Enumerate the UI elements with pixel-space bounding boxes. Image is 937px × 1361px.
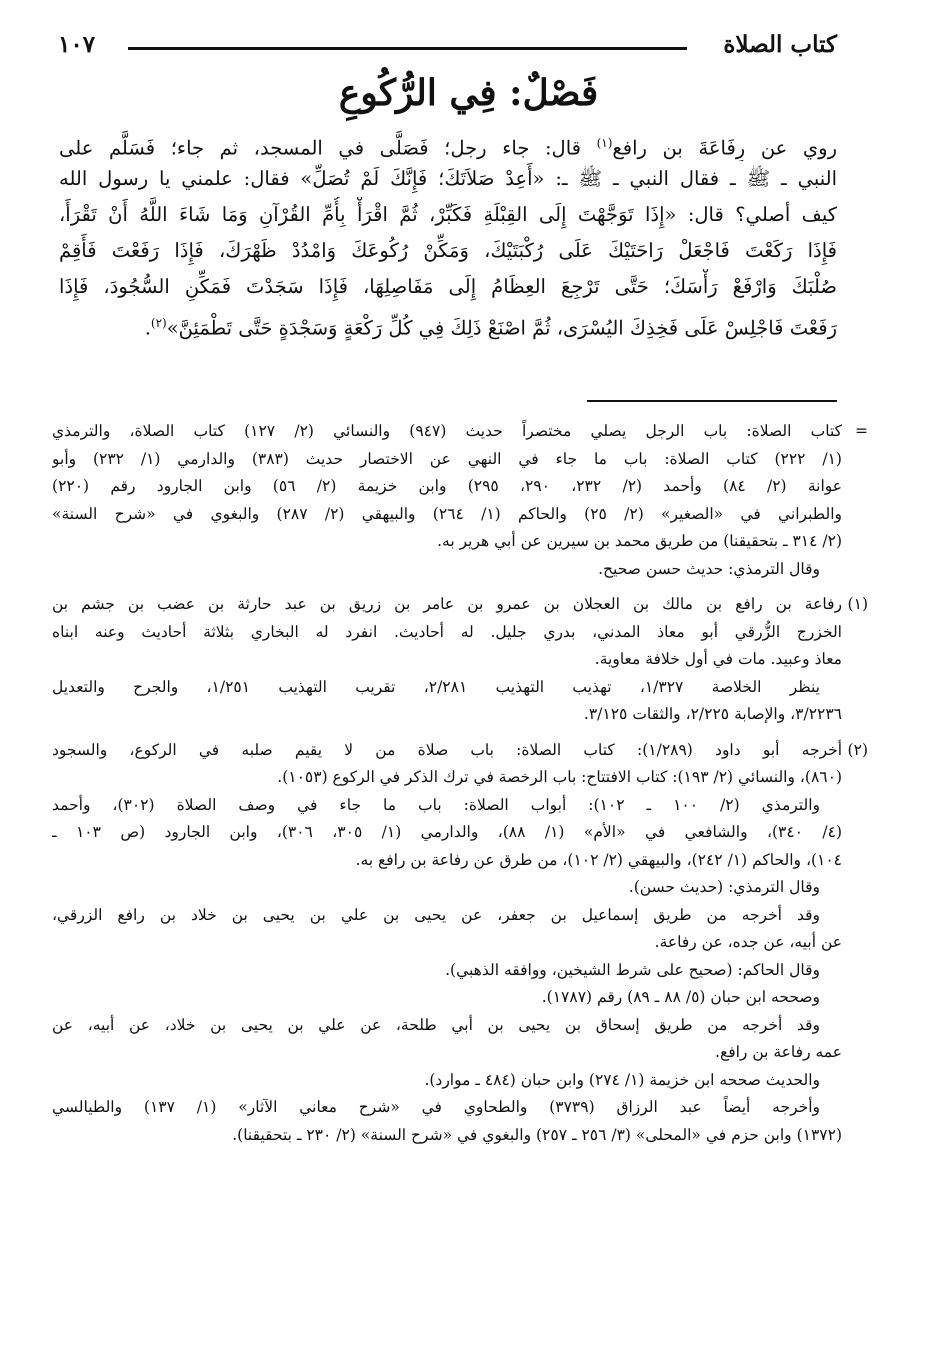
page-number: ١٠٧: [58, 31, 96, 58]
header-rule: [128, 47, 687, 50]
continuation-marker: =: [855, 422, 868, 440]
footnote-marker: (٢): [847, 740, 868, 759]
main-line: كيف أصلي؟ قال: «إِذَا تَوَجَّهْتَ إِلَى القِبْلَةِ فَكَبِّرْ، ثُمَّ اقْرَأْ بِأُمِّ القُرْآنِ وَمَا شَاءَ اللَّهُ أَنْ تَقْرَأَ،: [59, 203, 837, 226]
note-line: معاذ وعبيد. مات في أول خلافة معاوية.: [594, 650, 842, 668]
note-line: ١٠٤)، والحاكم (١/ ٢٤٢)، والبيهقي (٢/ ١٠٢)، من طرق عن رفاعة بن رافع به.: [355, 850, 842, 869]
main-line: روي عن رِفَاعَةَ بن رافع$^{(١)}$ قال: جاء رجل؛ فَصَلَّى في المسجد، ثم جاء؛ فَسَلَّم على: [59, 136, 837, 160]
note-line: الخزرج الزُّرقي أبو معاذ المدني، بدري جليل. له أحاديث. انفرد له البخاري بثلاثة أحاديث وعنه ابناه: [52, 622, 842, 641]
note-line: كتاب الصلاة: باب الرجل يصلي مختصراً حديث (٩٤٧) والنسائي (٢/ ١٢٧) كتاب الصلاة، والترمذي: [52, 422, 842, 440]
book-title: كتاب الصلاة: [723, 31, 837, 58]
note-line: ينظر الخلاصة ١/٣٢٧، تهذيب التهذيب ٢/٢٨١، تقريب التهذيب ١/٢٥١، والجرح والتعديل: [52, 677, 820, 696]
note-line: وقال الحاكم: (صحيح على شرط الشيخين، ووافقه الذهبي).: [445, 960, 820, 979]
footnote-marker: (١): [847, 595, 868, 613]
note-line: وقال الترمذي: حديث حسن صحيح.: [598, 559, 820, 578]
main-line: فَإِذَا رَكَعْتَ فَاجْعَلْ رَاحَتَيْكَ عَلَى رُكْبَتَيْكَ، وَمَكِّنْ رُكُوعَكَ وَامْدُدْ ظَهْرَكَ، فَإِذَا رَفَعْتَ فَأَقِمْ: [59, 239, 837, 262]
note-line: رفاعة بن رافع بن مالك بن العجلان بن عمرو بن عامر بن زريق بن عبد حارثة بن عضب بن جشم بن: [52, 595, 842, 613]
footnote-1: [52, 591, 868, 729]
note-line: والحديث صححه ابن خزيمة (١/ ٢٧٤) وابن حبان (٤٨٤ ـ موارد).: [424, 1070, 820, 1089]
footnote-divider: [587, 400, 837, 402]
footnote-ref[interactable]: (٢): [150, 316, 167, 330]
note-line: (٨٦٠)، والنسائي (٢/ ١٩٣): كتاب الافتتاح: باب الرخصة في ترك الذكر في الركوع (١٠٥٣).: [277, 768, 842, 786]
footnote-continued: [52, 418, 868, 583]
footnote-ref[interactable]: (١): [596, 136, 613, 150]
note-line: وقد أخرجه من طريق إسحاق بن يحيى بن أبي طلحة، عن علي بن يحيى بن خلاد، عن أبيه، عن: [52, 1015, 820, 1034]
footnotes: [52, 418, 868, 1157]
note-line: أخرجه أبو داود (١/٢٨٩): كتاب الصلاة: باب صلاة من لا يقيم صلبه في الركوع، والسجود: [52, 740, 842, 759]
note-line: والترمذي (٢/ ١٠٠ ـ ١٠٢): أبواب الصلاة: باب ما جاء في وصف الصلاة (٣٠٢)، وأحمد: [52, 795, 820, 814]
note-line: والطبراني في «الصغير» (٢/ ٢٥) والحاكم (١/ ٢٦٤) والبيهقي (٢/ ٢٨٧) والبغوي في «شرح السنة»: [52, 504, 842, 523]
main-line: رَفَعْتَ فَاجْلِسْ عَلَى فَخِذِكَ اليُسْرَى، ثُمَّ اصْنَعْ ذَلِكَ فِي كُلِّ رَكْعَةٍ وَسَجْدَةٍ حَتَّى تَطْمَئِنَّ»$^{(٢)}$.: [144, 316, 837, 340]
footnote-2: [52, 737, 868, 1150]
note-line: وصححه ابن حبان (٥/ ٨٨ ـ ٨٩) رقم (١٧٨٧).: [541, 988, 820, 1006]
note-line: عن أبيه، عن جده، عن رفاعة.: [654, 933, 842, 951]
running-header: [58, 30, 837, 60]
main-text: [59, 125, 837, 341]
main-line: صُلْبَكَ وَارْفَعْ رَأْسَكَ؛ حَتَّى تَرْجِعَ العِظَامُ إِلَى مَفَاصِلِهَا، فَإِذَا سَجَدْتَ فَمَكِّنِ السُّجُودَ، فَإِذَا: [59, 275, 837, 298]
note-line: عوانة (٢/ ٨٤) وأحمد (٢/ ٢٣٢، ٢٩٠، ٢٩٥) وابن خزيمة (٢/ ٥٦) وابن الجارود رقم (٢٢٠): [52, 477, 842, 495]
note-line: وقد أخرجه من طريق إسماعيل بن جعفر، عن يحيى بن علي بن يحيى بن خلاد بن رافع الزرقي،: [52, 905, 820, 924]
main-line: النبي ـ ﷺ ـ فقال النبي ـ ﷺ ـ: «أَعِدْ صَلاَتَكَ؛ فَإِنَّكَ لَمْ تُصَلِّ» فقال: علمني يا رسول الله: [59, 167, 837, 190]
note-line: وأخرجه أيضاً عبد الرزاق (٣٧٣٩) والطحاوي في «شرح معاني الآثار» (١/ ١٣٧) والطيالسي: [52, 1098, 820, 1116]
note-line: عمه رفاعة بن رافع.: [715, 1043, 842, 1061]
note-line: (٤/ ٣٤٠)، والشافعي في «الأم» (١/ ٨٨)، والدارمي (١/ ٣٠٥، ٣٠٦)، وابن الجارود (ص ١٠٣ ـ: [52, 823, 842, 841]
note-line: (١/ ٢٢٢) كتاب الصلاة: باب ما جاء في النهي عن الاختصار حديث (٣٨٣) والدارمي (١/ ٢٣٢) وأبو: [52, 449, 842, 468]
note-line: (١٣٧٢) وابن حزم في «المحلى» (٣/ ٢٥٦ ـ ٢٥٧) والبغوي في «شرح السنة» (٢/ ٢٣٠ ـ بتحقيقنا).: [232, 1125, 842, 1144]
section-title: فَصْلٌ: فِي الرُّكُوعِ: [338, 72, 599, 114]
note-line: وقال الترمذي: (حديث حسن).: [628, 878, 820, 896]
note-line: ٣/٢٢٣٦، والإصابة ٢/٢٢٥، والثقات ٣/١٢٥.: [583, 705, 842, 723]
note-line: (٢/ ٣١٤ ـ بتحقيقنا) من طريق محمد بن سيرين عن أبي هرير به.: [437, 532, 842, 550]
